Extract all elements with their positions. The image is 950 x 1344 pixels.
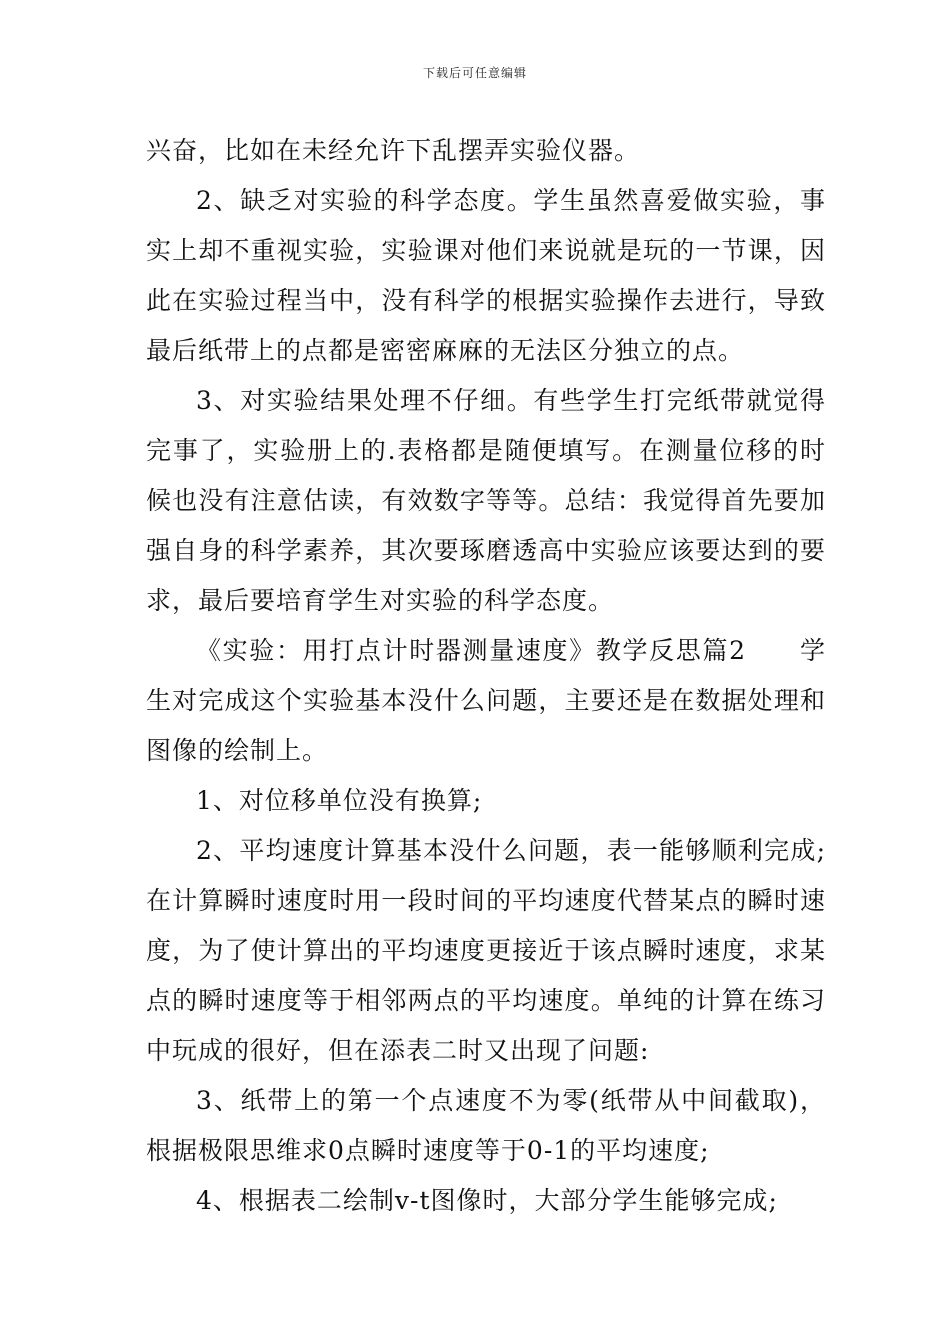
document-body [146, 126, 826, 1226]
paragraph-point-3-results: 3、对实验结果处理不仔细。有些学生打完纸带就觉得完事了，实验册上的.表格都是随便填写。在测量位移的时候也没有注意估读，有效数字等等。总结：我觉得首先要加强自身的科学素养，其次要琢磨透高中实验应该要达到的要求，最后要培育学生对实验的科学态度。 [146, 386, 826, 615]
paragraph-item-2: 2、平均速度计算基本没什么问题，表一能够顺利完成;在计算瞬时速度时用一段时间的平均速度代替某点的瞬时速度，为了使计算出的平均速度更接近于该点瞬时速度，求某点的瞬时速度等于相邻两点的平均速度。单纯的计算在练习中玩成的很好，但在添表二时又出现了问题: [146, 836, 826, 1065]
paragraph-point-2-attitude: 2、缺乏对实验的科学态度。学生虽然喜爱做实验，事实上却不重视实验，实验课对他们来说就是玩的一节课，因此在实验过程当中，没有科学的根据实验操作去进行，导致最后纸带上的点都是密密麻麻的无法区分独立的点。 [146, 186, 826, 365]
paragraph-reflection-2-intro: 《实验：用打点计时器测量速度》教学反思篇2 学生对完成这个实验基本没什么问题，主要还是在数据处理和图像的绘制上。 [146, 636, 826, 765]
page-header-note: 下载后可任意编辑 [422, 66, 527, 80]
paragraph-continuation: 兴奋，比如在未经允许下乱摆弄实验仪器。 [146, 136, 641, 165]
paragraph-item-3: 3、纸带上的第一个点速度不为零(纸带从中间截取)，根据极限思维求0点瞬时速度等于0-1的平均速度; [146, 1086, 826, 1165]
paragraph-item-1: 1、对位移单位没有换算; [196, 786, 483, 815]
paragraph-item-4: 4、根据表二绘制v-t图像时，大部分学生能够完成; [196, 1186, 778, 1215]
